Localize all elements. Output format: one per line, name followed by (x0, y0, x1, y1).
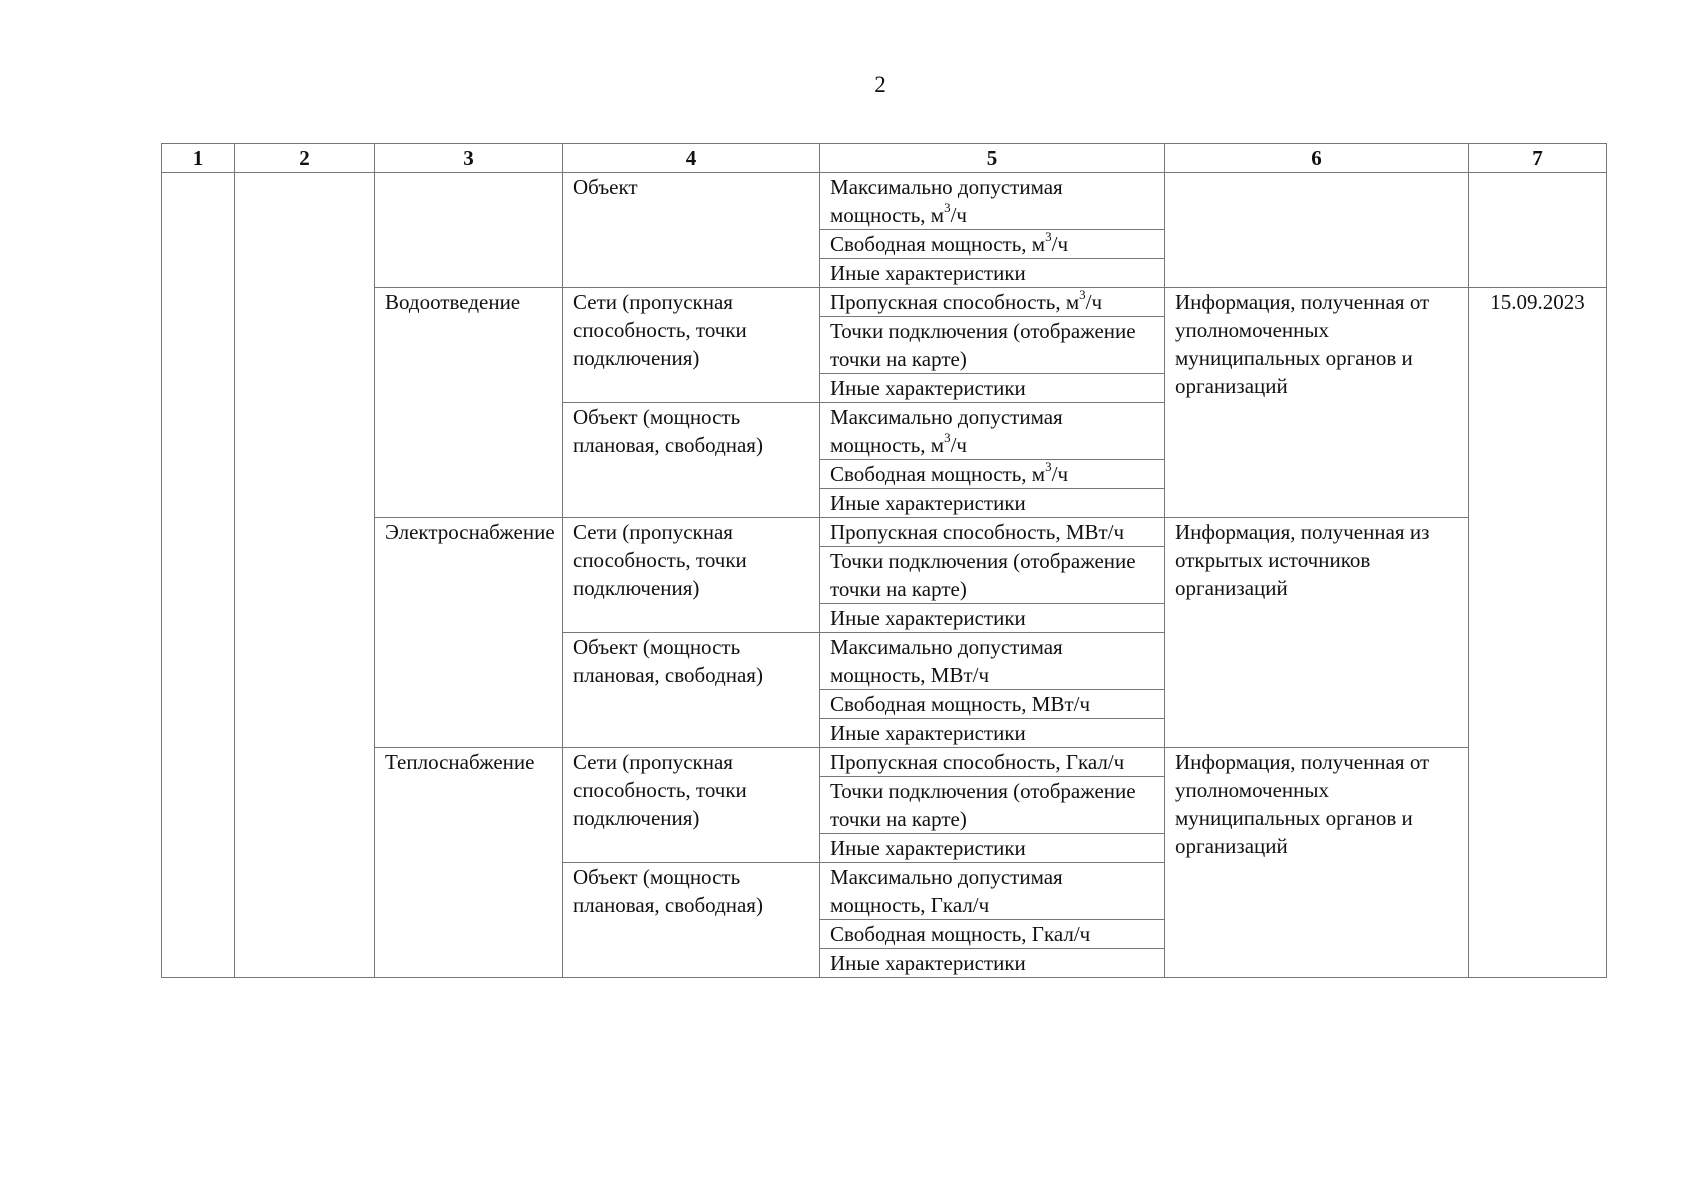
source-cell: Информация, полученная от уполномоченных муниципальных органов и организаций (1165, 748, 1469, 978)
column-header-1: 1 (162, 144, 235, 173)
source-cell: Информация, полученная из открытых источников организаций (1165, 518, 1469, 748)
resource-name: Водоотведение (375, 288, 563, 518)
table-row (162, 518, 1607, 547)
table-row (162, 173, 1607, 230)
characteristic-cell: Свободная мощность, $м^3/ч$ (820, 230, 1165, 259)
characteristic-cell: Максимально допустимая мощность, МВт/ч (820, 633, 1165, 690)
characteristic-cell: Иные характеристики (820, 719, 1165, 748)
object-label: Объект (мощность плановая, свободная) (563, 863, 820, 978)
network-label: Сети (пропускная способность, точки подключения) (563, 748, 820, 863)
table-row (162, 288, 1607, 317)
characteristic-cell: Иные характеристики (820, 374, 1165, 403)
resource-name: Электроснабжение (375, 518, 563, 748)
characteristic-cell: Максимально допустимая мощность, $м^3/ч$ (820, 403, 1165, 460)
characteristic-cell: Иные характеристики (820, 489, 1165, 518)
characteristic-cell: Иные характеристики (820, 834, 1165, 863)
characteristic-cell: Иные характеристики (820, 949, 1165, 978)
column-header-2: 2 (235, 144, 375, 173)
characteristic-cell: Точки подключения (отображение точки на карте) (820, 317, 1165, 374)
object-label: Объект (мощность плановая, свободная) (563, 633, 820, 748)
column-header-6: 6 (1165, 144, 1469, 173)
date-cell: 15.09.2023 (1469, 288, 1607, 978)
column-header-3: 3 (375, 144, 563, 173)
characteristic-cell: Иные характеристики (820, 259, 1165, 288)
column-1-cell (162, 173, 235, 978)
characteristic-cell: Точки подключения (отображение точки на карте) (820, 547, 1165, 604)
data-table (161, 143, 1607, 978)
characteristic-cell: Максимально допустимая мощность, Гкал/ч (820, 863, 1165, 920)
column-header-7: 7 (1469, 144, 1607, 173)
column-3-continuation-cell (375, 173, 563, 288)
characteristic-cell: Иные характеристики (820, 604, 1165, 633)
object-label: Объект (563, 173, 820, 288)
characteristic-cell: Точки подключения (отображение точки на карте) (820, 777, 1165, 834)
source-cell: Информация, полученная от уполномоченных муниципальных органов и организаций (1165, 288, 1469, 518)
source-continuation-cell (1165, 173, 1469, 288)
column-header-5: 5 (820, 144, 1165, 173)
characteristic-cell: Свободная мощность, $м^3/ч$ (820, 460, 1165, 489)
table-row (162, 748, 1607, 777)
characteristic-cell: Пропускная способность, МВт/ч (820, 518, 1165, 547)
network-label: Сети (пропускная способность, точки подключения) (563, 518, 820, 633)
column-header-4: 4 (563, 144, 820, 173)
date-continuation-cell (1469, 173, 1607, 288)
page-number: 2 (874, 72, 886, 97)
characteristic-cell: Свободная мощность, Гкал/ч (820, 920, 1165, 949)
characteristic-cell: Пропускная способность, Гкал/ч (820, 748, 1165, 777)
object-label: Объект (мощность плановая, свободная) (563, 403, 820, 518)
characteristic-cell: Максимально допустимая мощность, $м^3/ч$ (820, 173, 1165, 230)
characteristic-cell: Свободная мощность, МВт/ч (820, 690, 1165, 719)
network-label: Сети (пропускная способность, точки подключения) (563, 288, 820, 403)
characteristic-cell: Пропускная способность, $м^3/ч$ (820, 288, 1165, 317)
header-row (162, 144, 1607, 173)
column-2-cell (235, 173, 375, 978)
resource-name: Теплоснабжение (375, 748, 563, 978)
